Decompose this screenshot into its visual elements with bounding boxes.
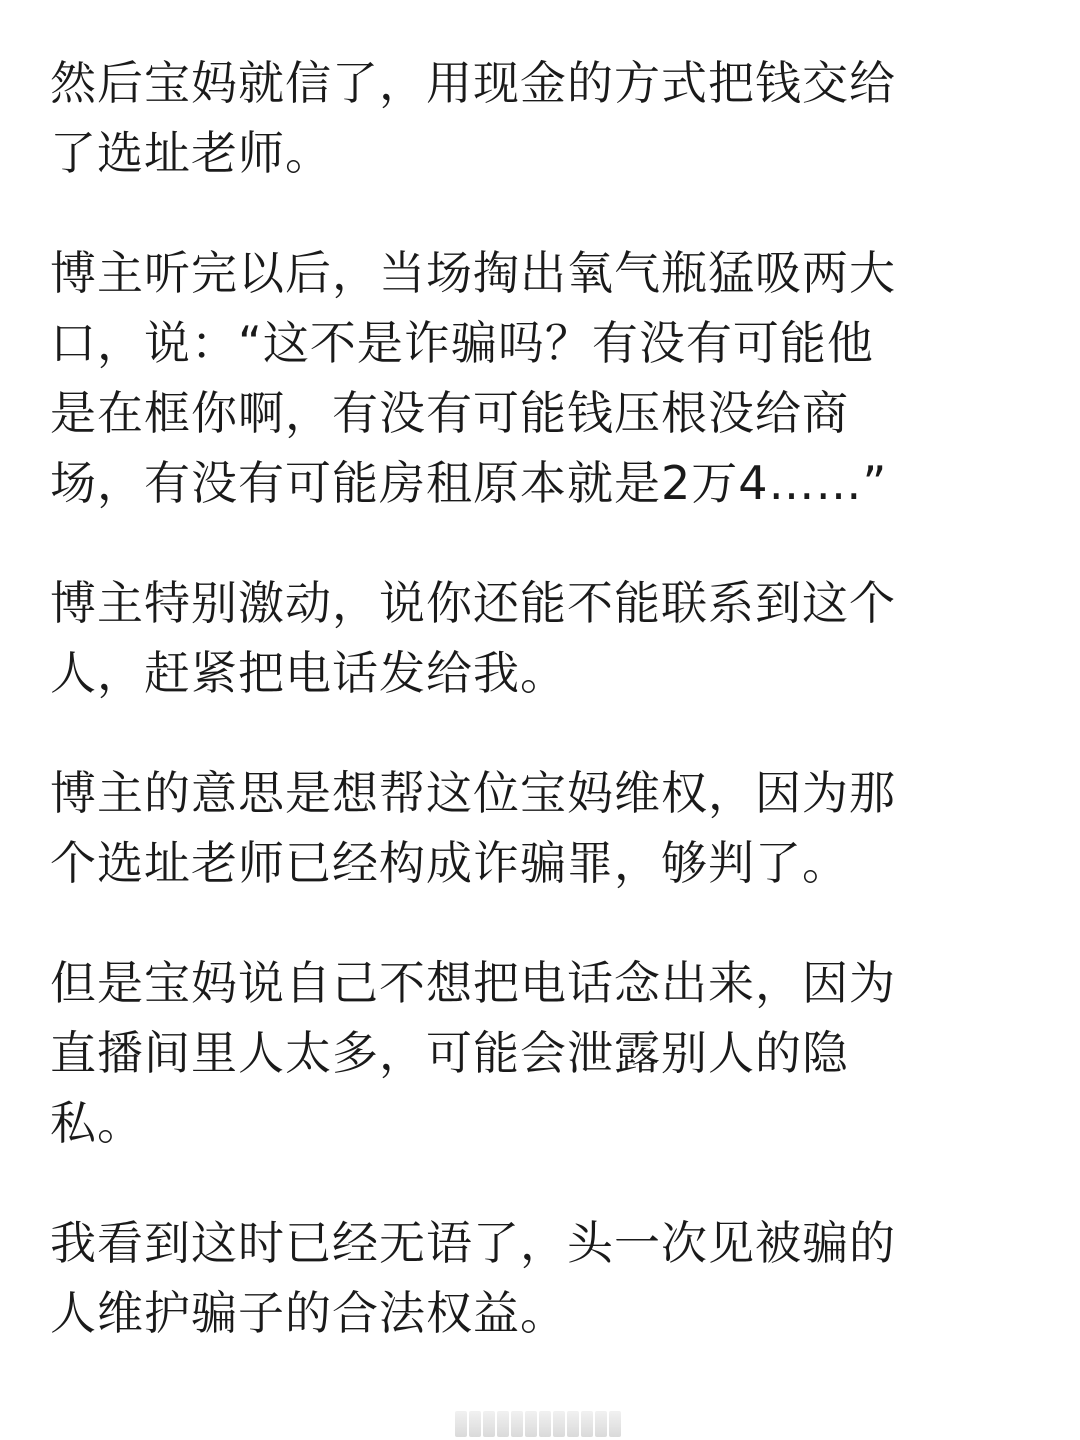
paragraph-3 xyxy=(50,568,1040,708)
watermark-glyph xyxy=(595,1411,607,1437)
text-line: 我看到这时已经无语了，头一次见被骗的 xyxy=(50,1216,896,1270)
paragraph-1 xyxy=(50,48,1040,188)
text-line: 私。 xyxy=(50,1096,144,1150)
watermark-glyph xyxy=(469,1411,481,1437)
text-line: 个选址老师已经构成诈骗罪，够判了。 xyxy=(50,836,849,890)
watermark-glyph xyxy=(497,1411,509,1437)
text-line: 场，有没有可能房租原本就是2万4……” xyxy=(50,456,888,510)
text-line: 直播间里人太多，可能会泄露别人的隐 xyxy=(50,1026,849,1080)
watermark-glyph xyxy=(553,1411,565,1437)
text-line: 然后宝妈就信了，用现金的方式把钱交给 xyxy=(50,56,896,110)
text-line: 了选址老师。 xyxy=(50,126,332,180)
watermark-glyph xyxy=(483,1411,495,1437)
text-line: 博主的意思是想帮这位宝妈维权，因为那 xyxy=(50,766,896,820)
text-line: 口，说：“这不是诈骗吗？有没有可能他 xyxy=(50,316,874,370)
text-line: 人，赶紧把电话发给我。 xyxy=(50,646,567,700)
watermark-glyph xyxy=(609,1411,621,1437)
watermark-glyph xyxy=(539,1411,551,1437)
watermark-glyph xyxy=(567,1411,579,1437)
text-line: 但是宝妈说自己不想把电话念出来，因为 xyxy=(50,956,896,1010)
paragraph-6 xyxy=(50,1208,1040,1348)
article-body xyxy=(50,48,1040,1398)
watermark-glyph xyxy=(525,1411,537,1437)
paragraph-5 xyxy=(50,948,1040,1158)
paragraph-2 xyxy=(50,238,1040,518)
text-line: 是在框你啊，有没有可能钱压根没给商 xyxy=(50,386,849,440)
text-line: 博主特别激动，说你还能不能联系到这个 xyxy=(50,576,896,630)
watermark-glyph xyxy=(511,1411,523,1437)
watermark-glyph xyxy=(581,1411,593,1437)
text-line: 人维护骗子的合法权益。 xyxy=(50,1286,567,1340)
paragraph-4 xyxy=(50,758,1040,898)
watermark-glyph xyxy=(455,1411,467,1437)
text-line: 博主听完以后，当场掏出氧气瓶猛吸两大 xyxy=(50,246,896,300)
watermark-logo xyxy=(455,1408,625,1440)
